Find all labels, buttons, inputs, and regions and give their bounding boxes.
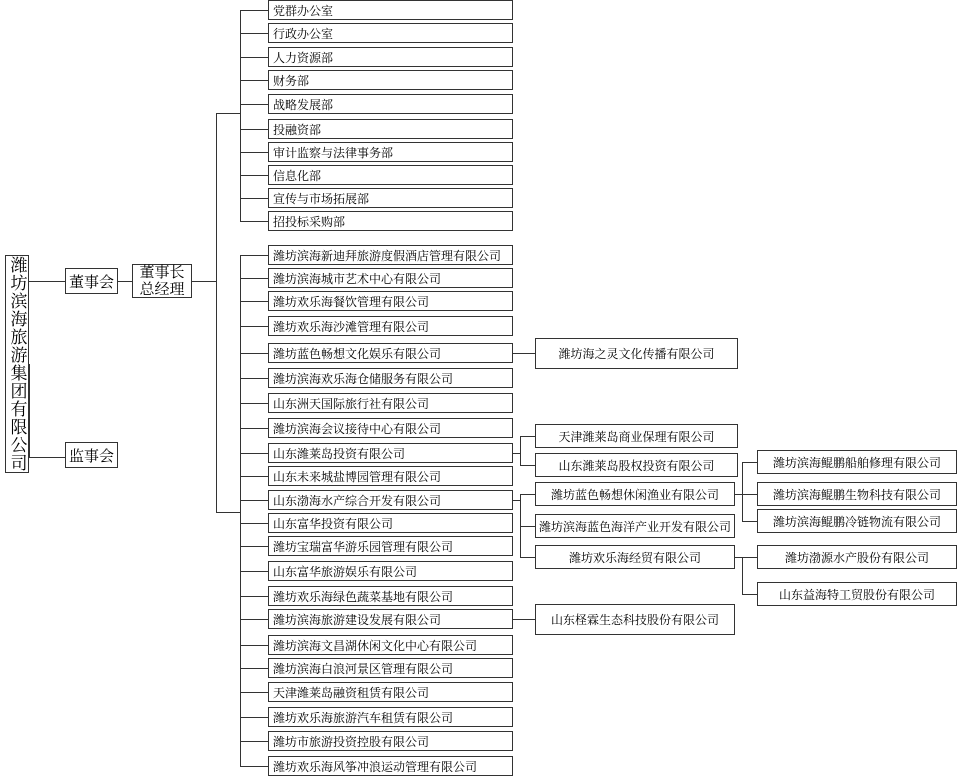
level2-node-haizhiling: 潍坊海之灵文化传播有限公司 [535,338,738,369]
subsidiary-node: 潍坊滨海城市艺术中心有限公司 [268,268,513,288]
subsidiary-node: 潍坊欢乐海餐饮管理有限公司 [268,291,513,311]
department-node: 投融资部 [268,119,513,139]
subsidiary-node: 潍坊滨海会议接待中心有限公司 [268,418,513,438]
subsidiary-node: 山东渤海水产综合开发有限公司 [268,490,513,510]
subsidiary-node: 潍坊欢乐海旅游汽车租赁有限公司 [268,707,513,727]
department-node: 财务部 [268,70,513,90]
chairman-label: 董事长 [139,263,185,281]
root-company-node [5,255,29,473]
subsidiary-node: 山东富华投资有限公司 [268,513,513,533]
board-node [65,268,118,294]
level3-node-chuanbo: 潍坊滨海鲲鹏船舶修理有限公司 [757,450,957,474]
root-company-label: 潍坊滨海旅游集团有限公司 [6,256,27,472]
level2-node-shengtai: 山东柽霖生态科技股份有限公司 [535,604,735,635]
subsidiary-node: 潍坊滨海新迪拜旅游度假酒店管理有限公司 [268,245,513,265]
chairman-node [132,264,192,298]
subsidiary-node: 潍坊欢乐海风筝冲浪运动管理有限公司 [268,756,513,776]
department-node: 宣传与市场拓展部 [268,188,513,208]
subsidiary-node: 山东未来城盐博园管理有限公司 [268,466,513,486]
board-label: 董事会 [68,272,114,291]
supervisory-label: 监事会 [68,446,114,465]
subsidiary-node: 潍坊滨海白浪河景区管理有限公司 [268,658,513,678]
department-node: 行政办公室 [268,23,513,43]
level2-node-yuye: 潍坊蓝色畅想休闲渔业有限公司 [535,482,735,506]
level3-node-shengwu: 潍坊滨海鲲鹏生物科技有限公司 [757,482,957,506]
subsidiary-node: 潍坊欢乐海沙滩管理有限公司 [268,316,513,336]
level3-node-lenglian: 潍坊滨海鲲鹏冷链物流有限公司 [757,509,957,533]
department-node: 党群办公室 [268,0,513,20]
subsidiary-node: 潍坊滨海旅游建设发展有限公司 [268,609,513,629]
subsidiary-node: 潍坊滨海文昌湖休闲文化中心有限公司 [268,635,513,655]
level3-node-bohai: 潍坊渤源水产股份有限公司 [757,545,957,569]
subsidiary-node: 天津潍莱岛融资租赁有限公司 [268,682,513,702]
department-node: 招投标采购部 [268,211,513,231]
subsidiary-node: 潍坊市旅游投资控股有限公司 [268,731,513,751]
general-manager-label: 总经理 [139,280,185,298]
subsidiary-node: 山东潍莱岛投资有限公司 [268,443,513,463]
level2-node-tianjin-baoli: 天津潍莱岛商业保理有限公司 [535,424,738,448]
department-node: 战略发展部 [268,94,513,114]
department-node: 人力资源部 [268,47,513,67]
subsidiary-node: 潍坊欢乐海绿色蔬菜基地有限公司 [268,586,513,606]
subsidiary-node: 山东富华旅游娱乐有限公司 [268,561,513,581]
level2-node-jingmao: 潍坊欢乐海经贸有限公司 [535,545,735,569]
department-node: 审计监察与法律事务部 [268,142,513,162]
level2-node-haiyang: 潍坊滨海蓝色海洋产业开发有限公司 [535,514,735,538]
subsidiary-node: 潍坊滨海欢乐海仓储服务有限公司 [268,368,513,388]
level3-node-yihai: 山东益海特工贸股份有限公司 [757,582,957,606]
level2-node-guquan: 山东潍莱岛股权投资有限公司 [535,453,738,477]
subsidiary-node: 潍坊蓝色畅想文化娱乐有限公司 [268,343,513,363]
subsidiary-node: 潍坊宝瑞富华游乐园管理有限公司 [268,536,513,556]
subsidiary-node: 山东洲天国际旅行社有限公司 [268,393,513,413]
supervisory-node [65,442,118,468]
department-node: 信息化部 [268,165,513,185]
